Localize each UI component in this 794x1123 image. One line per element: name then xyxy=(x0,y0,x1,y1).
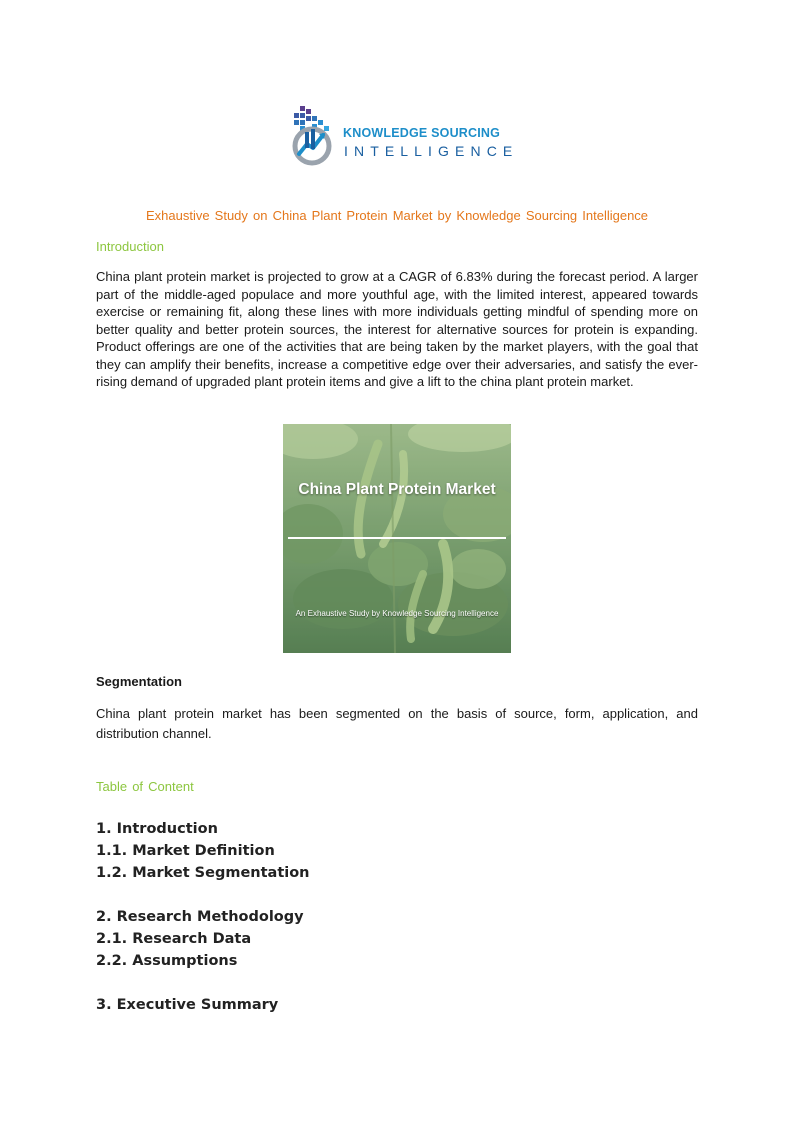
toc-item-assumptions: 2.2. Assumptions xyxy=(96,953,238,969)
toc-item-introduction: 1. Introduction xyxy=(96,821,218,837)
company-logo xyxy=(290,104,519,166)
toc-item-market-segmentation: 1.2. Market Segmentation xyxy=(96,865,310,881)
logo-text-line2: INTELLIGENCE xyxy=(344,143,519,159)
cover-image-divider xyxy=(288,537,506,539)
logo-text-line1: KNOWLEDGE SOURCING xyxy=(343,126,501,140)
segmentation-paragraph: China plant protein market has been segmented on the basis of source, form, application, and distribution channel. xyxy=(96,706,698,741)
toc-item-research-data: 2.1. Research Data xyxy=(96,931,252,947)
toc-item-research-methodology: 2. Research Methodology xyxy=(96,909,304,925)
toc-heading: Table of Content xyxy=(96,779,194,794)
toc-list xyxy=(96,818,310,1016)
toc-item-executive-summary: 3. Executive Summary xyxy=(96,997,279,1013)
logo-mark-icon xyxy=(290,104,338,166)
cover-image-subtitle: An Exhaustive Study by Knowledge Sourcing Intelligence xyxy=(295,609,499,618)
cover-image-title: China Plant Protein Market xyxy=(298,481,496,498)
segmentation-heading: Segmentation xyxy=(96,674,182,689)
introduction-heading: Introduction xyxy=(96,239,164,254)
market-cover-image xyxy=(283,424,511,653)
document-title: Exhaustive Study on China Plant Protein Market by Knowledge Sourcing Intelligence xyxy=(145,208,649,223)
toc-item-market-definition: 1.1. Market Definition xyxy=(96,843,275,859)
introduction-paragraph: China plant protein market is projected to grow at a CAGR of 6.83% during the forecast period. A larger part of the middle-aged populace and more youthful age, with the limited interest, appeared towards exercise or remaining fit, along these lines with more individuals getting mindful of spending more on better quality and better protein sources, the interest for alternative sources for protein is expanding. Product offerings are one of the activities that are being taken by the market players, with the goal that they can amplify their benefits, increase a competitive edge over their adversaries, and satisfy the ever-rising demand of upgraded plant protein items and give a lift to the china plant protein market. xyxy=(96,269,698,389)
